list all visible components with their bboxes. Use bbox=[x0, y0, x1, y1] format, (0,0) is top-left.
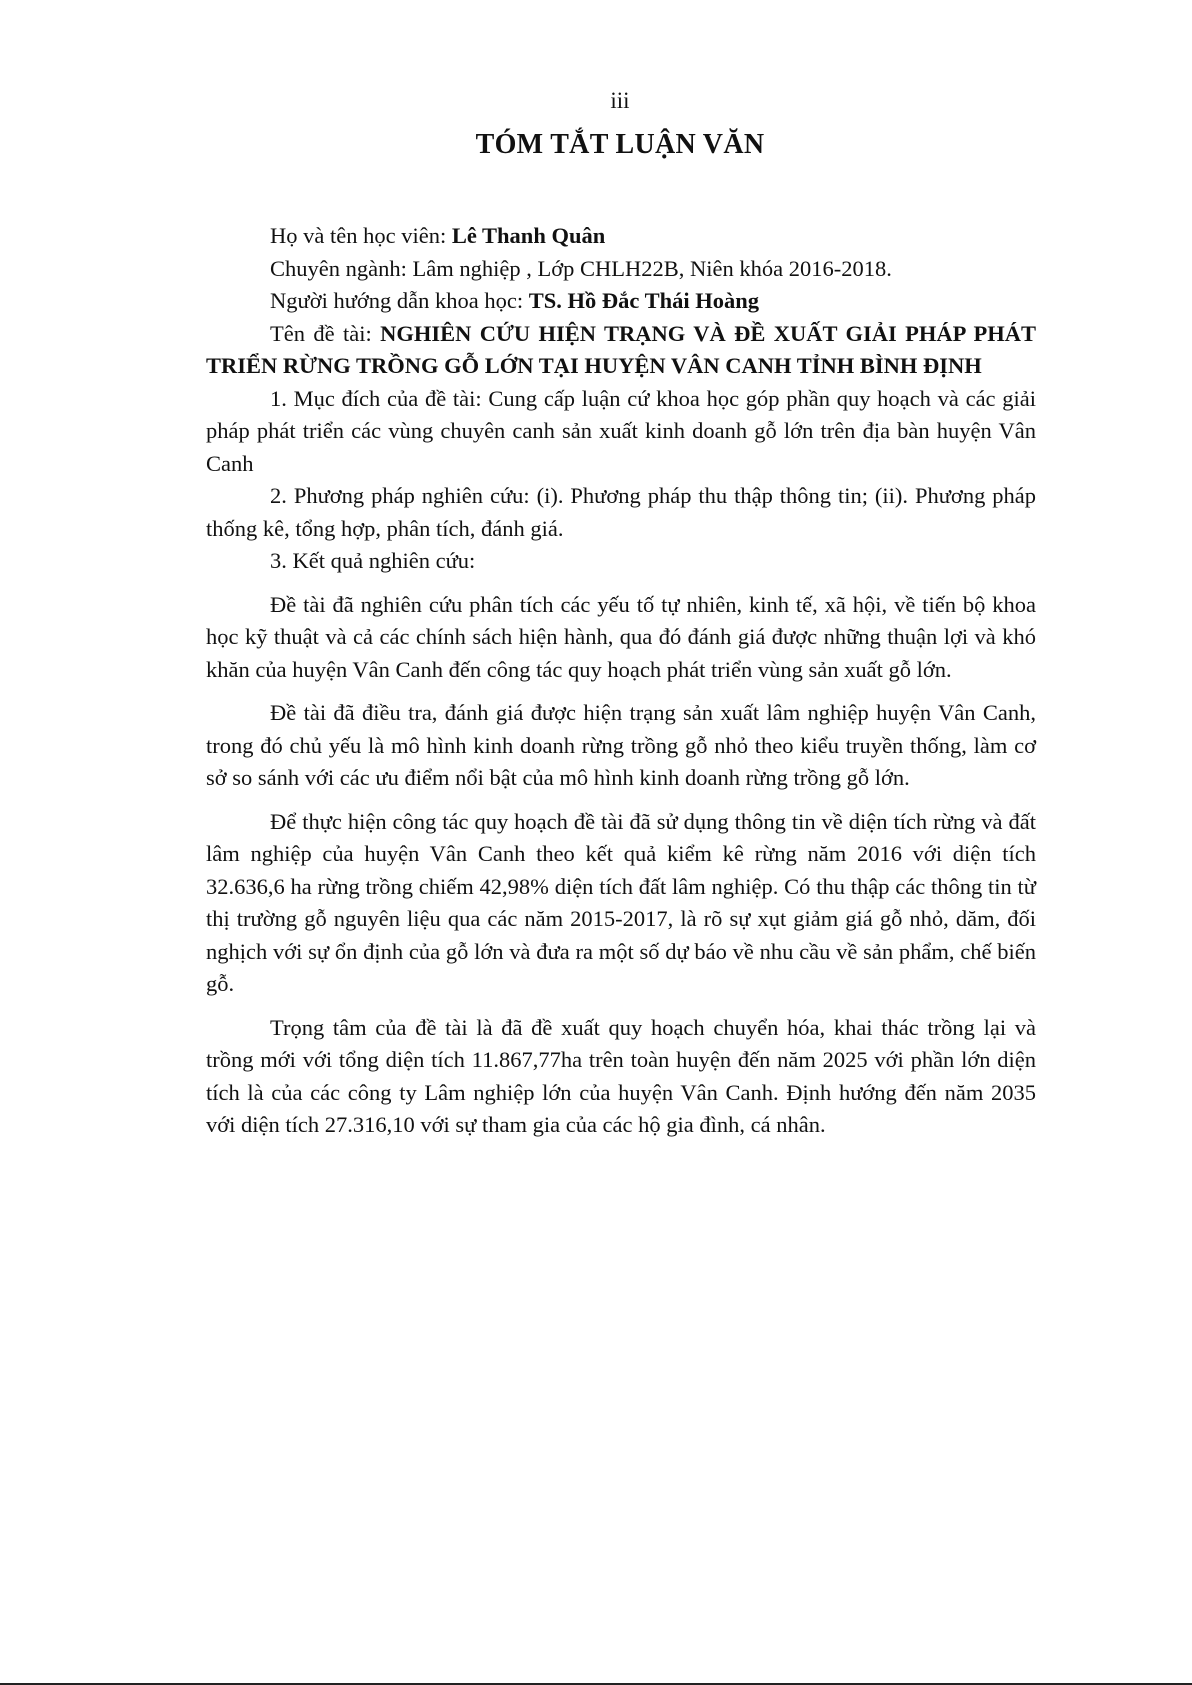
major-line: Chuyên ngành: Lâm nghiệp , Lớp CHLH22B, Niên khóa 2016-2018. bbox=[270, 255, 892, 281]
result-paragraph-3: Để thực hiện công tác quy hoạch đề tài đã sử dụng thông tin về diện tích rừng và đất lâm nghiệp của huyện Vân Canh theo kết quả kiểm kê rừng năm 2016 với diện tích 32.636,6 ha rừng trồng chiếm 42,98% diện tích đất lâm nghiệp. Có thu thập các thông tin từ thị trường gỗ nguyên liệu qua các năm 2015-2017, là rõ sự xụt giảm giá gỗ nhỏ, dăm, đối nghịch với sự ổn định của gỗ lớn và đưa ra một số dự báo về nhu cầu về sản phẩm, chế biến gỗ. bbox=[206, 808, 1036, 996]
results-heading: 3. Kết quả nghiên cứu: bbox=[270, 548, 476, 573]
advisor-label: Người hướng dẫn khoa học: bbox=[270, 288, 529, 313]
result-paragraph-4: Trọng tâm của đề tài là đã đề xuất quy hoạch chuyển hóa, khai thác trồng lại và trồng mới với tổng diện tích 11.867,77ha trên toàn huyện đến năm 2025 với phần lớn diện tích là của các công ty Lâm nghiệp lớn của huyện Vân Canh. Định hướng đến năm 2035 với diện tích 27.316,10 với sự tham gia của các hộ gia đình, cá nhân. bbox=[206, 1014, 1036, 1137]
topic-title: NGHIÊN CỨU HIỆN TRẠNG VÀ ĐỀ XUẤT GIẢI PHÁP PHÁT TRIỂN RỪNG TRỒNG GỖ LỚN TẠI HUYỆN VÂN CANH TỈNH BÌNH ĐỊNH bbox=[206, 320, 1036, 378]
student-name: Lê Thanh Quân bbox=[451, 223, 606, 248]
document-body bbox=[206, 220, 1036, 1142]
student-label: Họ và tên học viên: bbox=[270, 223, 452, 248]
topic-line bbox=[206, 318, 1036, 383]
page-title: TÓM TẮT LUẬN VĂN bbox=[475, 129, 765, 160]
advisor-name: TS. Hồ Đắc Thái Hoàng bbox=[528, 288, 760, 313]
topic-label: Tên đề tài: bbox=[270, 320, 381, 346]
advisor-line bbox=[206, 285, 1036, 318]
page-number: iii bbox=[610, 88, 630, 113]
student-line bbox=[206, 220, 1036, 253]
result-paragraph-1: Đề tài đã nghiên cứu phân tích các yếu tố tự nhiên, kinh tế, xã hội, về tiến bộ khoa học kỹ thuật và cả các chính sách hiện hành, qua đó đánh giá được những thuận lợi và khó khăn của huyện Vân Canh đến công tác quy hoạch phát triển vùng sản xuất gỗ lớn. bbox=[206, 591, 1036, 682]
result-paragraph-2: Đề tài đã điều tra, đánh giá được hiện trạng sản xuất lâm nghiệp huyện Vân Canh, trong đó chủ yếu là mô hình kinh doanh rừng trồng gỗ nhỏ theo kiểu truyền thống, làm cơ sở so sánh với các ưu điểm nổi bật của mô hình kinh doanh rừng trồng gỗ lớn. bbox=[206, 700, 1036, 790]
method-item: 2. Phương pháp nghiên cứu: (i). Phương pháp thu thập thông tin; (ii). Phương pháp thống kê, tổng hợp, phân tích, đánh giá. bbox=[206, 483, 1036, 541]
purpose-item: 1. Mục đích của đề tài: Cung cấp luận cứ khoa học góp phần quy hoạch và các giải pháp phát triển các vùng chuyên canh sản xuất kinh doanh gỗ lớn trên địa bàn huyện Vân Canh bbox=[206, 385, 1036, 476]
